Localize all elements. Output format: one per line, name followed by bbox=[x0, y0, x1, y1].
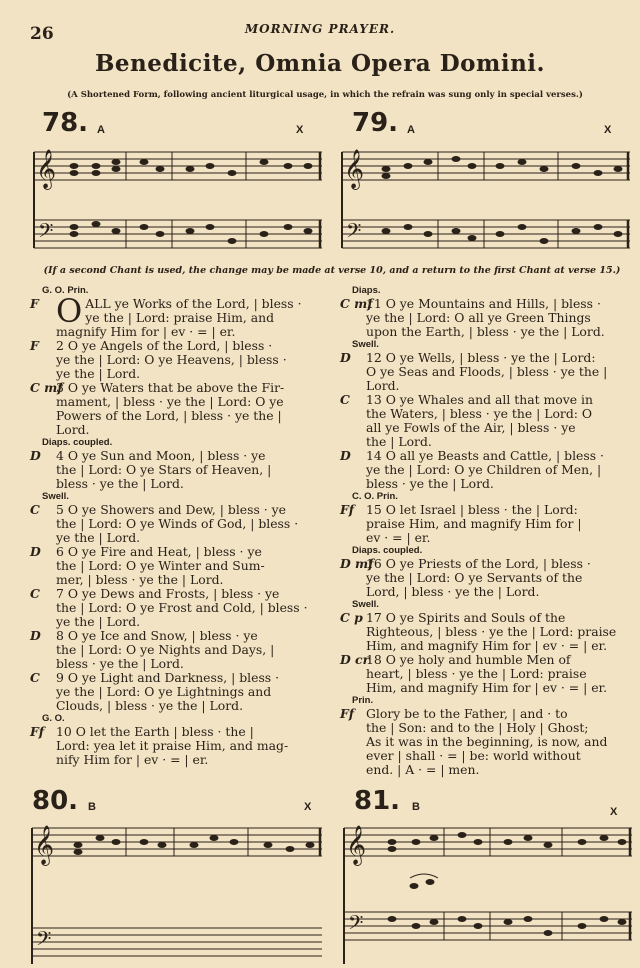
chant-80-label: B bbox=[88, 801, 96, 813]
stop-label: G. O. bbox=[42, 713, 65, 724]
verse-16 bbox=[340, 557, 636, 599]
verse-line: the | Lord. bbox=[366, 434, 432, 449]
drop-cap: O bbox=[56, 292, 83, 330]
verse-sign: C mf bbox=[340, 296, 373, 311]
verse-line: ye the | Lord. bbox=[56, 614, 141, 629]
chant-number-80: 80. bbox=[32, 786, 79, 816]
verse-line: 11 O ye Mountains and Hills, | bless · bbox=[366, 296, 601, 311]
svg-text:𝄢: 𝄢 bbox=[348, 911, 364, 939]
verse-14 bbox=[340, 449, 636, 491]
chant-number-79: 79. bbox=[352, 108, 399, 138]
verse-line: magnify Him for | ev · = | er. bbox=[56, 324, 236, 339]
verse-8 bbox=[30, 629, 326, 671]
verse-line: ye the | Lord: O ye Lightnings and bbox=[56, 684, 272, 699]
verse-line: 8 O ye Ice and Snow, | bless · ye bbox=[56, 628, 258, 643]
verse-line: Lord, | bless · ye the | Lord. bbox=[366, 584, 540, 599]
verse-line: ev · = | er. bbox=[366, 530, 431, 545]
svg-text:𝄢: 𝄢 bbox=[346, 219, 362, 247]
subtitle: (A Shortened Form, following ancient liturgical usage, in which the refrain was sung only in special verses.) bbox=[67, 90, 583, 100]
verse-line: nify Him for | ev · = | er. bbox=[56, 752, 209, 767]
svg-text:𝄞: 𝄞 bbox=[36, 149, 57, 189]
verse-line: Lord: yea let it praise Him, and mag- bbox=[56, 738, 289, 753]
verse-line: 15 O let Israel | bless · the | Lord: bbox=[366, 502, 578, 517]
verse-line: the | Lord: O ye Frost and Cold, | bless · bbox=[56, 600, 308, 615]
svg-text:𝄞: 𝄞 bbox=[344, 149, 365, 189]
verse-sign: Ff bbox=[340, 706, 355, 721]
verse-line: 12 O ye Wells, | bless · ye the | Lord: bbox=[366, 350, 596, 365]
verse-line: ye the | Lord. bbox=[56, 530, 141, 545]
verse-sign: C mf bbox=[30, 380, 63, 395]
music-score-81 bbox=[340, 816, 636, 964]
verse-line: praise Him, and magnify Him for | bbox=[366, 516, 582, 531]
chant-change-note: (If a second Chant is used, the change may be made at verse 10, and a return to the first Chant at verse 15.) bbox=[43, 265, 621, 276]
verse-line: O ye Seas and Floods, | bless · ye the | bbox=[366, 364, 608, 379]
chant-number-78: 78. bbox=[42, 108, 89, 138]
verse-line: ye the | Lord: praise Him, and bbox=[85, 310, 275, 325]
verse-1 bbox=[30, 292, 326, 339]
verse-line: Righteous, | bless · ye the | Lord: praise bbox=[366, 624, 617, 639]
stop-label: G. O. Prin. bbox=[42, 285, 89, 296]
svg-text:𝄞: 𝄞 bbox=[34, 825, 55, 865]
verse-line: the | Lord: O ye Winter and Sum- bbox=[56, 558, 265, 573]
verse-line: mer, | bless · ye the | Lord. bbox=[56, 572, 224, 587]
verse-line: the | Son: and to the | Holy | Ghost; bbox=[366, 720, 589, 735]
verse-line: 13 O ye Whales and all that move in bbox=[366, 392, 593, 407]
chant-number-81: 81. bbox=[354, 786, 401, 816]
verse-line: 18 O ye holy and humble Men of bbox=[366, 652, 571, 667]
verse-line: the Waters, | bless · ye the | Lord: O bbox=[366, 406, 593, 421]
page-title: Benedicite, Omnia Opera Domini. bbox=[94, 50, 546, 77]
verse-line: 9 O ye Light and Darkness, | bless · bbox=[56, 670, 280, 685]
verse-15 bbox=[340, 503, 636, 545]
verse-sign: D bbox=[30, 628, 41, 643]
music-score-80 bbox=[28, 816, 324, 964]
verse-line: bless · ye the | Lord. bbox=[56, 476, 184, 491]
chant-80-mark: X bbox=[304, 801, 312, 813]
verse-line: ye the | Lord: O ye Children of Men, | bbox=[366, 462, 602, 477]
verse-line: ye the | Lord: O ye Heavens, | bless · bbox=[56, 352, 287, 367]
verse-6 bbox=[30, 545, 326, 587]
svg-text:𝄢: 𝄢 bbox=[38, 219, 54, 247]
chant-81-label: B bbox=[412, 801, 420, 813]
verse-line: 3 O ye Waters that be above the Fir- bbox=[56, 380, 285, 395]
verse-line: Him, and magnify Him for | ev · = | er. bbox=[366, 680, 608, 695]
stop-label: Swell. bbox=[352, 599, 379, 610]
stop-label: Prin. bbox=[352, 695, 374, 706]
left-column bbox=[30, 285, 326, 767]
stop-label: Swell. bbox=[42, 491, 69, 502]
verse-line: upon the Earth, | bless · ye the | Lord. bbox=[366, 324, 605, 339]
verse-line: the | Lord: O ye Nights and Days, | bbox=[56, 642, 275, 657]
verse-line: 10 O let the Earth | bless · the | bbox=[56, 724, 254, 739]
verse-sign: C bbox=[30, 586, 40, 601]
verse-line: As it was in the beginning, is now, and bbox=[366, 734, 608, 749]
verse-line: ever | shall · = | be: world without bbox=[366, 748, 581, 763]
verse-sign: F bbox=[30, 296, 39, 311]
verse-line: end. | A · = | men. bbox=[366, 762, 480, 777]
verse-18 bbox=[340, 653, 636, 695]
verse-12 bbox=[340, 351, 636, 393]
verse-17 bbox=[340, 611, 636, 653]
verse-sign: Ff bbox=[30, 724, 45, 739]
chant-79-label: A bbox=[407, 124, 415, 136]
verse-sign: Ff bbox=[340, 502, 355, 517]
verse-2 bbox=[30, 339, 326, 381]
verse-line: the | Lord: O ye Stars of Heaven, | bbox=[56, 462, 272, 477]
verse-line: ye the | Lord. bbox=[56, 366, 141, 381]
chant-81-mark: X bbox=[610, 806, 618, 818]
verse-sign: C p bbox=[340, 610, 363, 625]
verse-line: bless · ye the | Lord. bbox=[56, 656, 184, 671]
verse-line: 16 O ye Priests of the Lord, | bless · bbox=[366, 556, 591, 571]
verse-sign: C bbox=[340, 392, 350, 407]
stop-label: Diaps. coupled. bbox=[352, 545, 423, 556]
verse-sign: D bbox=[340, 350, 351, 365]
verse-sign: D mf bbox=[340, 556, 374, 571]
verse-sign: F bbox=[30, 338, 39, 353]
verse-line: 2 O ye Angels of the Lord, | bless · bbox=[56, 338, 273, 353]
stop-label: Swell. bbox=[352, 339, 379, 350]
svg-text:𝄢: 𝄢 bbox=[36, 927, 52, 955]
gloria bbox=[340, 707, 636, 777]
verse-line: Powers of the Lord, | bless · ye the | bbox=[56, 408, 282, 423]
verse-line: Glory be to the Father, | and · to bbox=[366, 706, 568, 721]
stop-label: Diaps. coupled. bbox=[42, 437, 113, 448]
verse-sign: C bbox=[30, 670, 40, 685]
verse-4 bbox=[30, 449, 326, 491]
verse-line: 14 O all ye Beasts and Cattle, | bless · bbox=[366, 448, 604, 463]
verse-10 bbox=[30, 725, 326, 767]
verse-line: ALL ye Works of the Lord, | bless · bbox=[85, 296, 302, 311]
verse-line: Lord. bbox=[366, 378, 400, 393]
verse-5 bbox=[30, 503, 326, 545]
verse-sign: D bbox=[30, 544, 41, 559]
verse-9 bbox=[30, 671, 326, 713]
chant-78-mark: X bbox=[296, 124, 304, 136]
verse-line: mament, | bless · ye the | Lord: O ye bbox=[56, 394, 284, 409]
verse-line: 5 O ye Showers and Dew, | bless · ye bbox=[56, 502, 287, 517]
verse-line: 6 O ye Fire and Heat, | bless · ye bbox=[56, 544, 262, 559]
music-score-79 bbox=[340, 140, 632, 264]
svg-text:𝄞: 𝄞 bbox=[346, 825, 367, 865]
chant-79-mark: X bbox=[604, 124, 612, 136]
running-head: MORNING PRAYER. bbox=[244, 22, 396, 36]
verse-3 bbox=[30, 381, 326, 437]
verse-7 bbox=[30, 587, 326, 629]
verse-13 bbox=[340, 393, 636, 449]
verse-line: heart, | bless · ye the | Lord: praise bbox=[366, 666, 587, 681]
verse-line: bless · ye the | Lord. bbox=[366, 476, 494, 491]
verse-line: ye the | Lord: O ye Servants of the bbox=[366, 570, 583, 585]
right-column bbox=[340, 285, 636, 777]
verse-11 bbox=[340, 297, 636, 339]
verse-line: the | Lord: O ye Winds of God, | bless · bbox=[56, 516, 299, 531]
stop-label: C. O. Prin. bbox=[352, 491, 398, 502]
verse-line: 4 O ye Sun and Moon, | bless · ye bbox=[56, 448, 266, 463]
music-score-78 bbox=[32, 140, 324, 264]
verse-sign: D bbox=[340, 448, 351, 463]
verse-line: 17 O ye Spirits and Souls of the bbox=[366, 610, 566, 625]
verse-sign: D bbox=[30, 448, 41, 463]
verse-sign: D cr bbox=[340, 652, 370, 667]
verse-line: all ye Fowls of the Air, | bless · ye bbox=[366, 420, 576, 435]
verse-line: Lord. bbox=[56, 422, 90, 437]
chant-78-label: A bbox=[97, 124, 105, 136]
verse-sign: C bbox=[30, 502, 40, 517]
stop-label: Diaps. bbox=[352, 285, 381, 296]
verse-line: Clouds, | bless · ye the | Lord. bbox=[56, 698, 244, 713]
verse-line: Him, and magnify Him for | ev · = | er. bbox=[366, 638, 608, 653]
page-number: 26 bbox=[30, 24, 54, 44]
verse-line: 7 O ye Dews and Frosts, | bless · ye bbox=[56, 586, 280, 601]
verse-line: ye the | Lord: O all ye Green Things bbox=[366, 310, 591, 325]
